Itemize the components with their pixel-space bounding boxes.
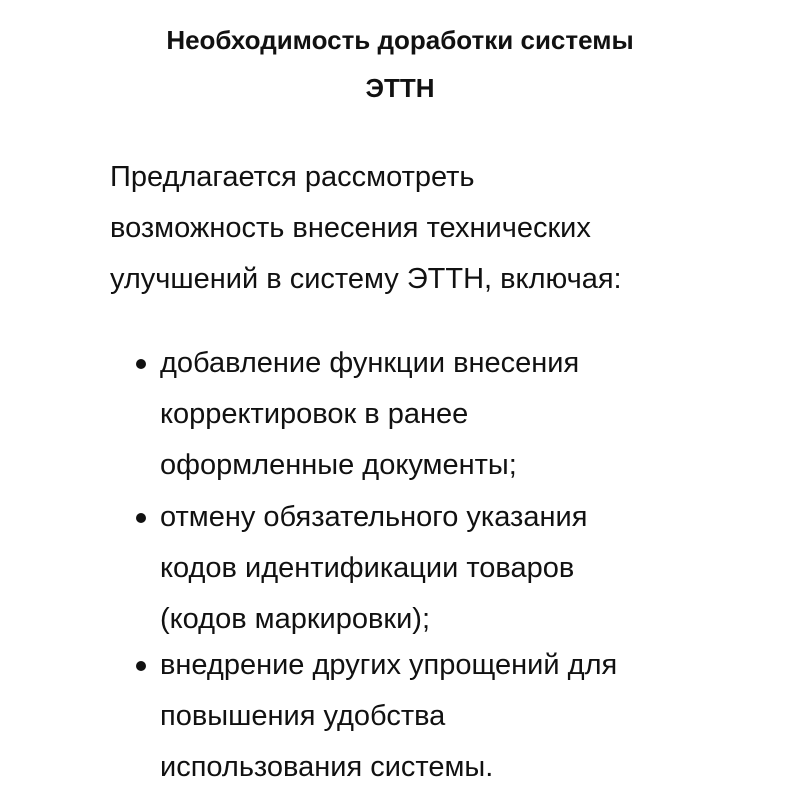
bullet-dot-icon	[136, 359, 146, 369]
intro-line: улучшений в систему ЭТТН, включая:	[110, 263, 622, 295]
bullet-line: оформленные документы;	[160, 449, 517, 481]
bullet-dot-icon	[136, 661, 146, 671]
bullet-text	[160, 338, 760, 491]
bullet-text	[160, 640, 760, 793]
document-title-line-1: Необходимость доработки системы	[166, 25, 634, 55]
bullet-line: повышения удобства	[160, 700, 446, 732]
bullet-line: корректировок в ранее	[160, 398, 469, 430]
bullet-line: (кодов маркировки);	[160, 603, 431, 635]
bullet-dot-icon	[136, 513, 146, 523]
bullet-line: отмену обязательного указания	[160, 501, 588, 533]
bullet-line: кодов идентификации товаров	[160, 552, 575, 584]
intro-line: Предлагается рассмотреть	[110, 161, 475, 193]
bullet-line: внедрение других упрощений для	[160, 649, 618, 681]
bullet-line: использования системы.	[160, 751, 494, 783]
document-title-line-2: ЭТТН	[365, 73, 435, 103]
bullet-text	[160, 492, 760, 645]
intro-paragraph	[110, 152, 750, 305]
intro-line: возможность внесения технических	[110, 212, 591, 244]
bullet-line: добавление функции внесения	[160, 347, 580, 379]
